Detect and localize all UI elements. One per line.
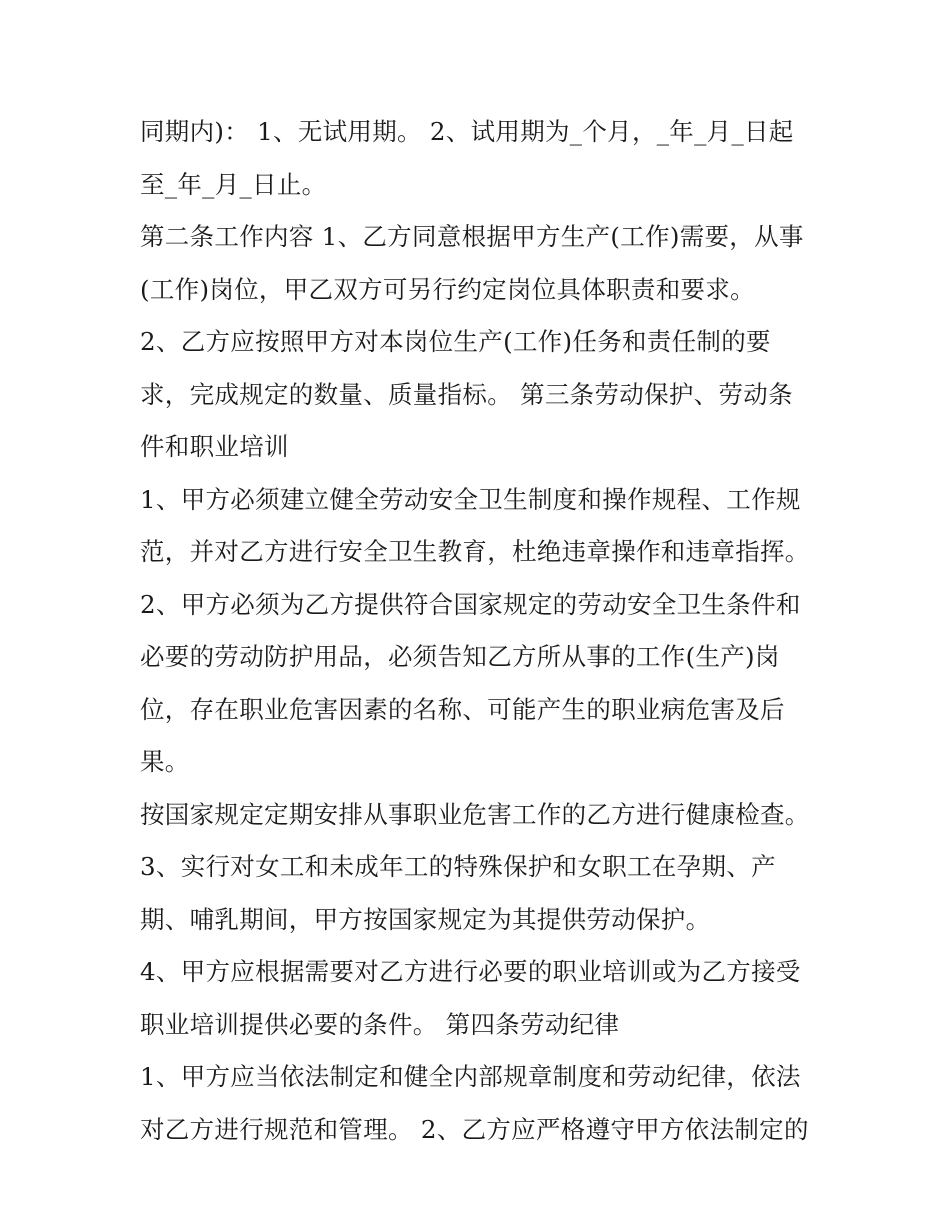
- text-line: (工作)岗位，甲乙双方可另行约定岗位具体职责和要求。: [140, 274, 755, 304]
- text-line: 职业培训提供必要的条件。 第四条劳动纪律: [140, 1009, 620, 1039]
- text-line: 果。: [140, 747, 190, 776]
- text-line: 位，存在职业危害因素的名称、可能产生的职业病危害及后: [140, 694, 785, 724]
- text-line: 同期内)： 1、无试用期。 2、试用期为_个月，_年_月_日起: [140, 117, 794, 146]
- text-line: 3、实行对女工和未成年工的特殊保护和女职工在孕期、产: [140, 852, 776, 881]
- text-line: 1、甲方必须建立健全劳动安全卫生制度和操作规程、工作规: [140, 484, 801, 514]
- text-line: 2、乙方应按照甲方对本岗位生产(工作)任务和责任制的要: [140, 327, 771, 356]
- text-line: 对乙方进行规范和管理。 2、乙方应严格遵守甲方依法制定的: [140, 1114, 809, 1144]
- text-line: 2、甲方必须为乙方提供符合国家规定的劳动安全卫生条件和: [140, 589, 801, 619]
- text-line: 至_年_月_日止。: [140, 169, 327, 199]
- text-line: 求，完成规定的数量、质量指标。 第三条劳动保护、劳动条: [140, 379, 793, 409]
- text-line: 范，并对乙方进行安全卫生教育，杜绝违章操作和违章指挥。: [140, 537, 810, 566]
- text-line: 必要的劳动防护用品，必须告知乙方所从事的工作(生产)岗: [140, 642, 780, 671]
- text-line: 第二条工作内容 1、乙方同意根据甲方生产(工作)需要，从事: [140, 222, 804, 251]
- text-line: 期、哺乳期间，甲方按国家规定为其提供劳动保护。: [140, 904, 711, 934]
- text-line: 按国家规定定期安排从事职业危害工作的乙方进行健康检查。: [140, 799, 810, 829]
- text-line: 4、甲方应根据需要对乙方进行必要的职业培训或为乙方接受: [140, 957, 801, 986]
- document-body: [140, 106, 820, 1156]
- text-line: 1、甲方应当依法制定和健全内部规章制度和劳动纪律，依法: [140, 1062, 801, 1091]
- text-line: 件和职业培训: [140, 432, 289, 461]
